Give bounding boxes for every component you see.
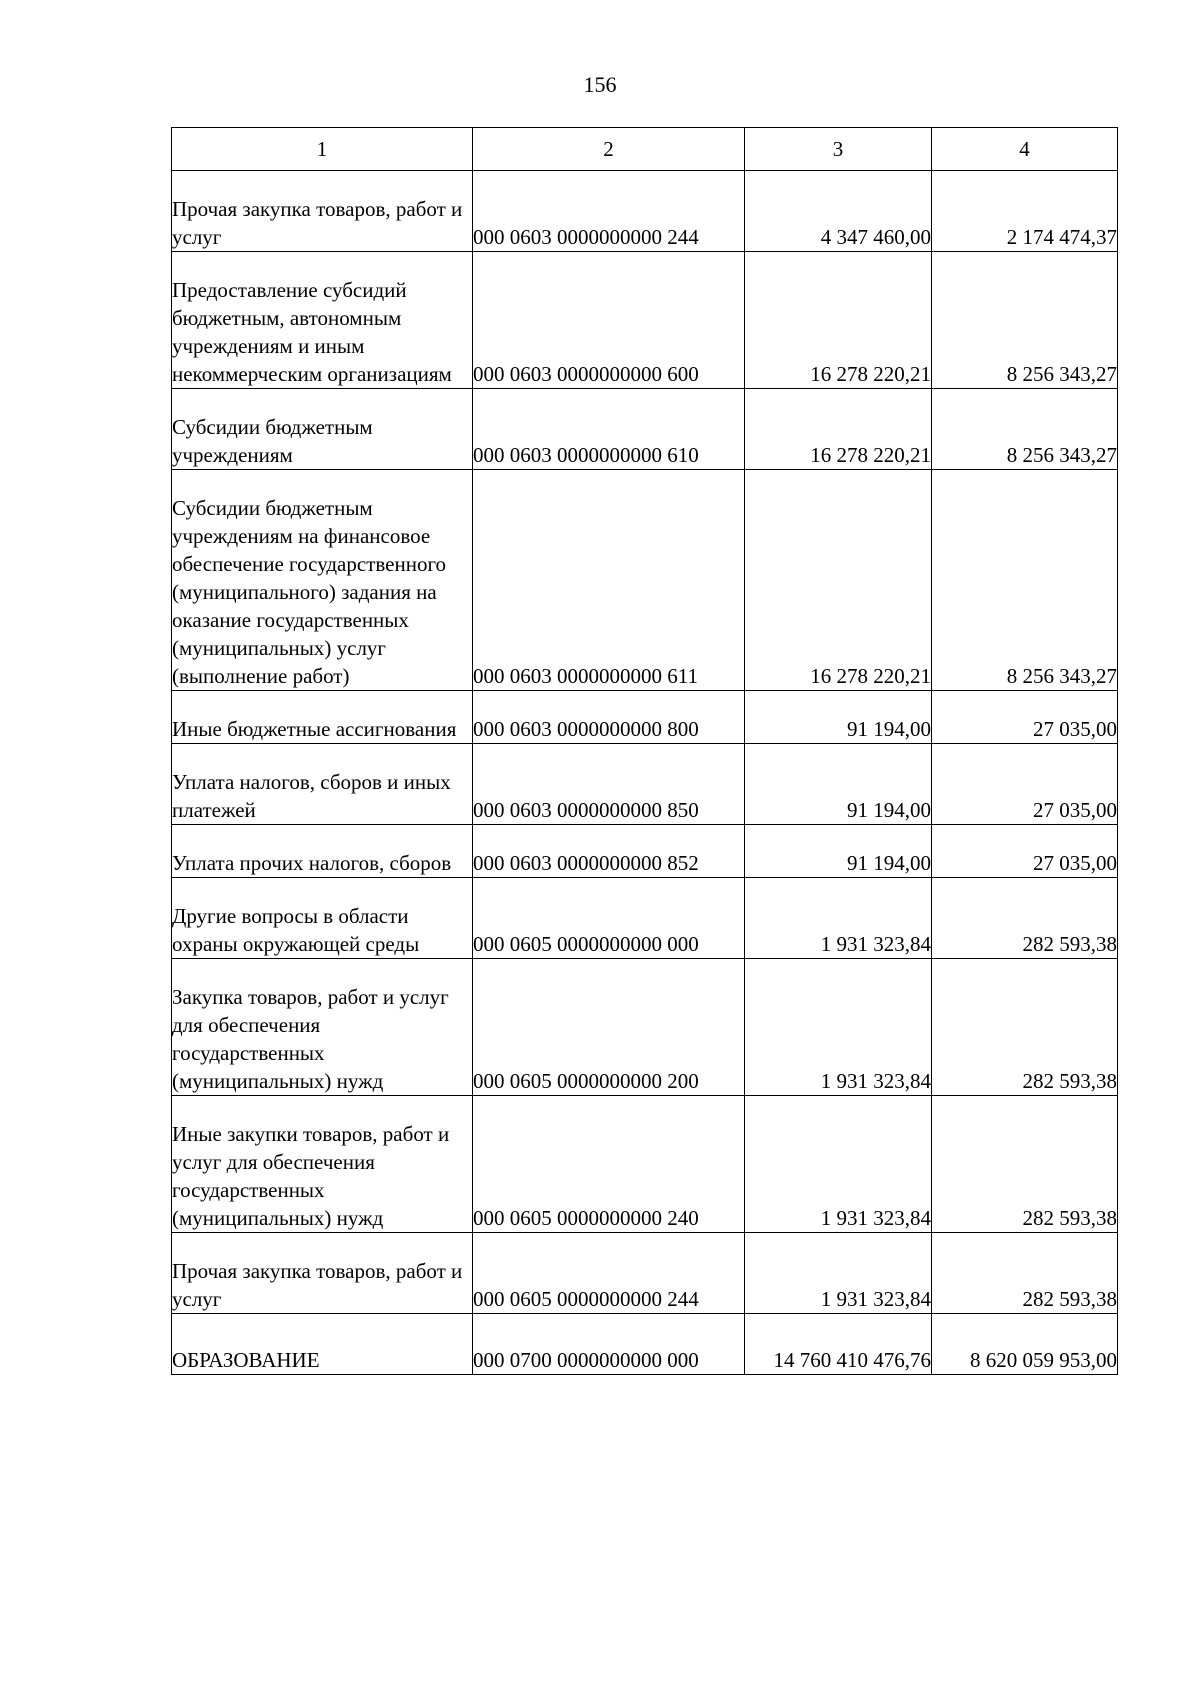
budget-table xyxy=(171,127,1118,1375)
row-name xyxy=(172,825,473,878)
row-plan: 91 194,00 xyxy=(745,825,932,878)
row-name xyxy=(172,878,473,959)
row-name xyxy=(172,691,473,744)
row-name-text: Уплата налогов, сборов и иных платежей xyxy=(172,770,451,822)
row-code: 000 0605 0000000000 244 xyxy=(473,1233,745,1314)
row-plan: 91 194,00 xyxy=(745,691,932,744)
page-number: 156 xyxy=(583,72,617,97)
column-header-3: 3 xyxy=(745,128,932,171)
row-actual: 8 256 343,27 xyxy=(932,470,1118,691)
row-code: 000 0603 0000000000 611 xyxy=(473,470,745,691)
table-row xyxy=(172,470,1118,691)
table-row xyxy=(172,252,1118,389)
row-name-text: Иные закупки товаров, работ и услуг для обеспечения государственных (муниципальных) нужд xyxy=(172,1122,450,1230)
row-actual: 282 593,38 xyxy=(932,1096,1118,1233)
table-row xyxy=(172,878,1118,959)
header-row xyxy=(172,128,1118,171)
row-name-text: Другие вопросы в области охраны окружающей среды xyxy=(172,904,420,956)
row-plan: 16 278 220,21 xyxy=(745,470,932,691)
table-row xyxy=(172,744,1118,825)
row-actual: 8 256 343,27 xyxy=(932,252,1118,389)
row-code: 000 0603 0000000000 610 xyxy=(473,389,745,470)
row-name-text: Субсидии бюджетным учреждениям xyxy=(172,415,373,467)
row-plan: 1 931 323,84 xyxy=(745,1233,932,1314)
column-header-1: 1 xyxy=(172,128,473,171)
row-name-text: Уплата прочих налогов, сборов xyxy=(172,851,452,875)
row-code: 000 0603 0000000000 244 xyxy=(473,171,745,252)
row-actual: 27 035,00 xyxy=(932,744,1118,825)
table-row xyxy=(172,959,1118,1096)
row-name-text: Закупка товаров, работ и услуг для обеспечения государственных (муниципальных) нужд xyxy=(172,985,449,1093)
row-actual: 27 035,00 xyxy=(932,691,1118,744)
row-plan: 16 278 220,21 xyxy=(745,252,932,389)
row-plan: 4 347 460,00 xyxy=(745,171,932,252)
row-actual: 282 593,38 xyxy=(932,878,1118,959)
row-name-text: Предоставление субсидий бюджетным, автономным учреждениям и иным некоммерческим организациям xyxy=(172,278,452,386)
row-name-text: Иные бюджетные ассигнования xyxy=(172,717,457,741)
row-plan: 91 194,00 xyxy=(745,744,932,825)
row-name xyxy=(172,470,473,691)
table-row xyxy=(172,1096,1118,1233)
row-name xyxy=(172,1314,473,1375)
row-plan: 1 931 323,84 xyxy=(745,959,932,1096)
row-code: 000 0603 0000000000 600 xyxy=(473,252,745,389)
row-name xyxy=(172,744,473,825)
row-plan: 1 931 323,84 xyxy=(745,878,932,959)
table-row xyxy=(172,825,1118,878)
row-actual: 282 593,38 xyxy=(932,959,1118,1096)
row-actual: 27 035,00 xyxy=(932,825,1118,878)
row-actual: 8 620 059 953,00 xyxy=(932,1314,1118,1375)
row-code: 000 0603 0000000000 852 xyxy=(473,825,745,878)
row-name-text: Прочая закупка товаров, работ и услуг xyxy=(172,1259,463,1311)
row-name-text: ОБРАЗОВАНИЕ xyxy=(172,1348,320,1372)
row-name xyxy=(172,1233,473,1314)
row-code: 000 0605 0000000000 240 xyxy=(473,1096,745,1233)
row-code: 000 0605 0000000000 000 xyxy=(473,878,745,959)
column-header-2: 2 xyxy=(473,128,745,171)
row-code: 000 0603 0000000000 850 xyxy=(473,744,745,825)
table-row xyxy=(172,171,1118,252)
row-plan: 1 931 323,84 xyxy=(745,1096,932,1233)
row-plan: 14 760 410 476,76 xyxy=(745,1314,932,1375)
row-name-text: Прочая закупка товаров, работ и услуг xyxy=(172,197,463,249)
row-actual: 282 593,38 xyxy=(932,1233,1118,1314)
row-name xyxy=(172,389,473,470)
row-name xyxy=(172,252,473,389)
column-header-4: 4 xyxy=(932,128,1118,171)
row-name xyxy=(172,959,473,1096)
row-name xyxy=(172,171,473,252)
table-row xyxy=(172,1233,1118,1314)
row-actual: 8 256 343,27 xyxy=(932,389,1118,470)
row-code: 000 0603 0000000000 800 xyxy=(473,691,745,744)
table-row xyxy=(172,389,1118,470)
row-code: 000 0605 0000000000 200 xyxy=(473,959,745,1096)
row-code: 000 0700 0000000000 000 xyxy=(473,1314,745,1375)
table-row-section-total xyxy=(172,1314,1118,1375)
row-name xyxy=(172,1096,473,1233)
row-actual: 2 174 474,37 xyxy=(932,171,1118,252)
row-name-text: Субсидии бюджетным учреждениям на финансовое обеспечение государственного (муниципального) задания на оказание государственных (муниципальных) услуг (выполнение работ) xyxy=(172,496,447,688)
table-row xyxy=(172,691,1118,744)
row-plan: 16 278 220,21 xyxy=(745,389,932,470)
